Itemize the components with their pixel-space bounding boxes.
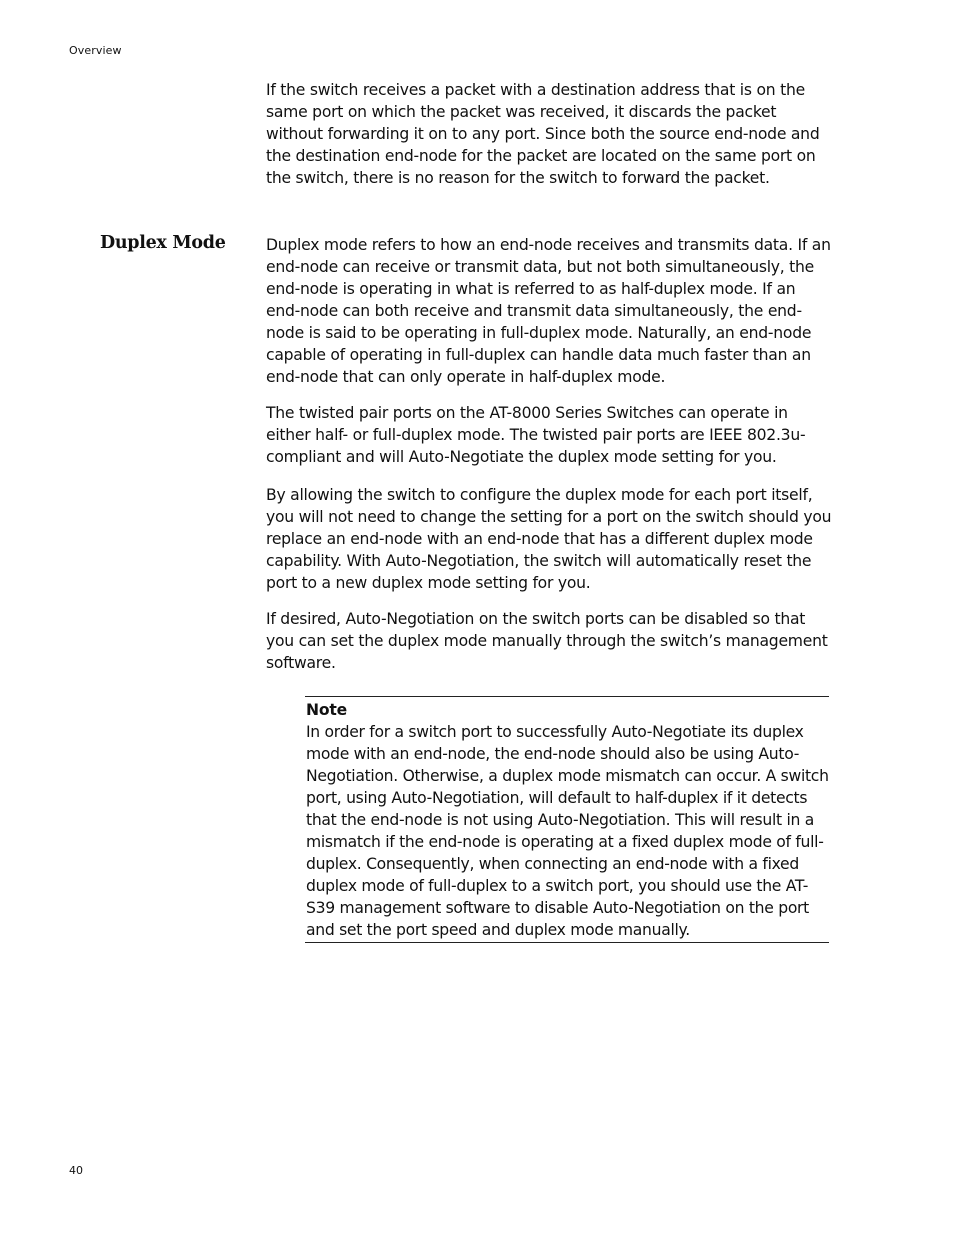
paragraph-twisted-pair-ports: The twisted pair ports on the AT-8000 Series Switches can operate in either half- or full-duplex mode. The twisted pair ports are IEEE 802.3u-compliant and will Auto-Negotiate the duplex mode setting for you. [266,404,806,466]
page-number: 40 [69,1164,83,1177]
section-heading: Duplex Mode [100,233,226,253]
note-box [305,696,829,943]
paragraph-auto-configure: By allowing the switch to configure the duplex mode for each port itself, you will not need to change the setting for a port on the switch should you replace an end-node with an end-node that has a different duplex mode capability. With Auto-Negotiation, the switch will automatically reset the port to a new duplex mode setting for you. [266,486,832,592]
paragraph-duplex-definition: Duplex mode refers to how an end-node receives and transmits data. If an end-node can receive or transmit data, but not both simultaneously, the end-node is operating in what is referred to as half-duplex mode. If an end-node can both receive and transmit data simultaneously, the end-node is said to be operating in full-duplex mode. Naturally, an end-node capable of operating in full-duplex can handle data much faster than an end-node that can only operate in half-duplex mode. [266,236,831,386]
intro-paragraph: If the switch receives a packet with a destination address that is on the same port on which the packet was received, it discards the packet without forwarding it on to any port. Since both the source end-node and the destination end-node for the packet are located on the same port on the switch, there is no reason for the switch to forward the packet. [266,81,820,187]
running-header: Overview [69,44,122,57]
note-title: Note [306,701,347,719]
note-text: In order for a switch port to successfully Auto-Negotiate its duplex mode with an end-node, the end-node should also be using Auto-Negotiation. Otherwise, a duplex mode mismatch can occur. A switch port, using Auto-Negotiation, will default to half-duplex if it detects that the end-node is not using Auto-Negotiation. This will result in a mismatch if the end-node is operating at a fixed duplex mode of full-duplex. Consequently, when connecting an end-node with a fixed duplex mode of full-duplex to a switch port, you should use the AT-S39 management software to disable Auto-Negotiation on the port and set the port speed and duplex mode manually. [306,723,829,939]
paragraph-disable-autoneg: If desired, Auto-Negotiation on the switch ports can be disabled so that you can set the duplex mode manually through the switch’s management software. [266,610,828,672]
